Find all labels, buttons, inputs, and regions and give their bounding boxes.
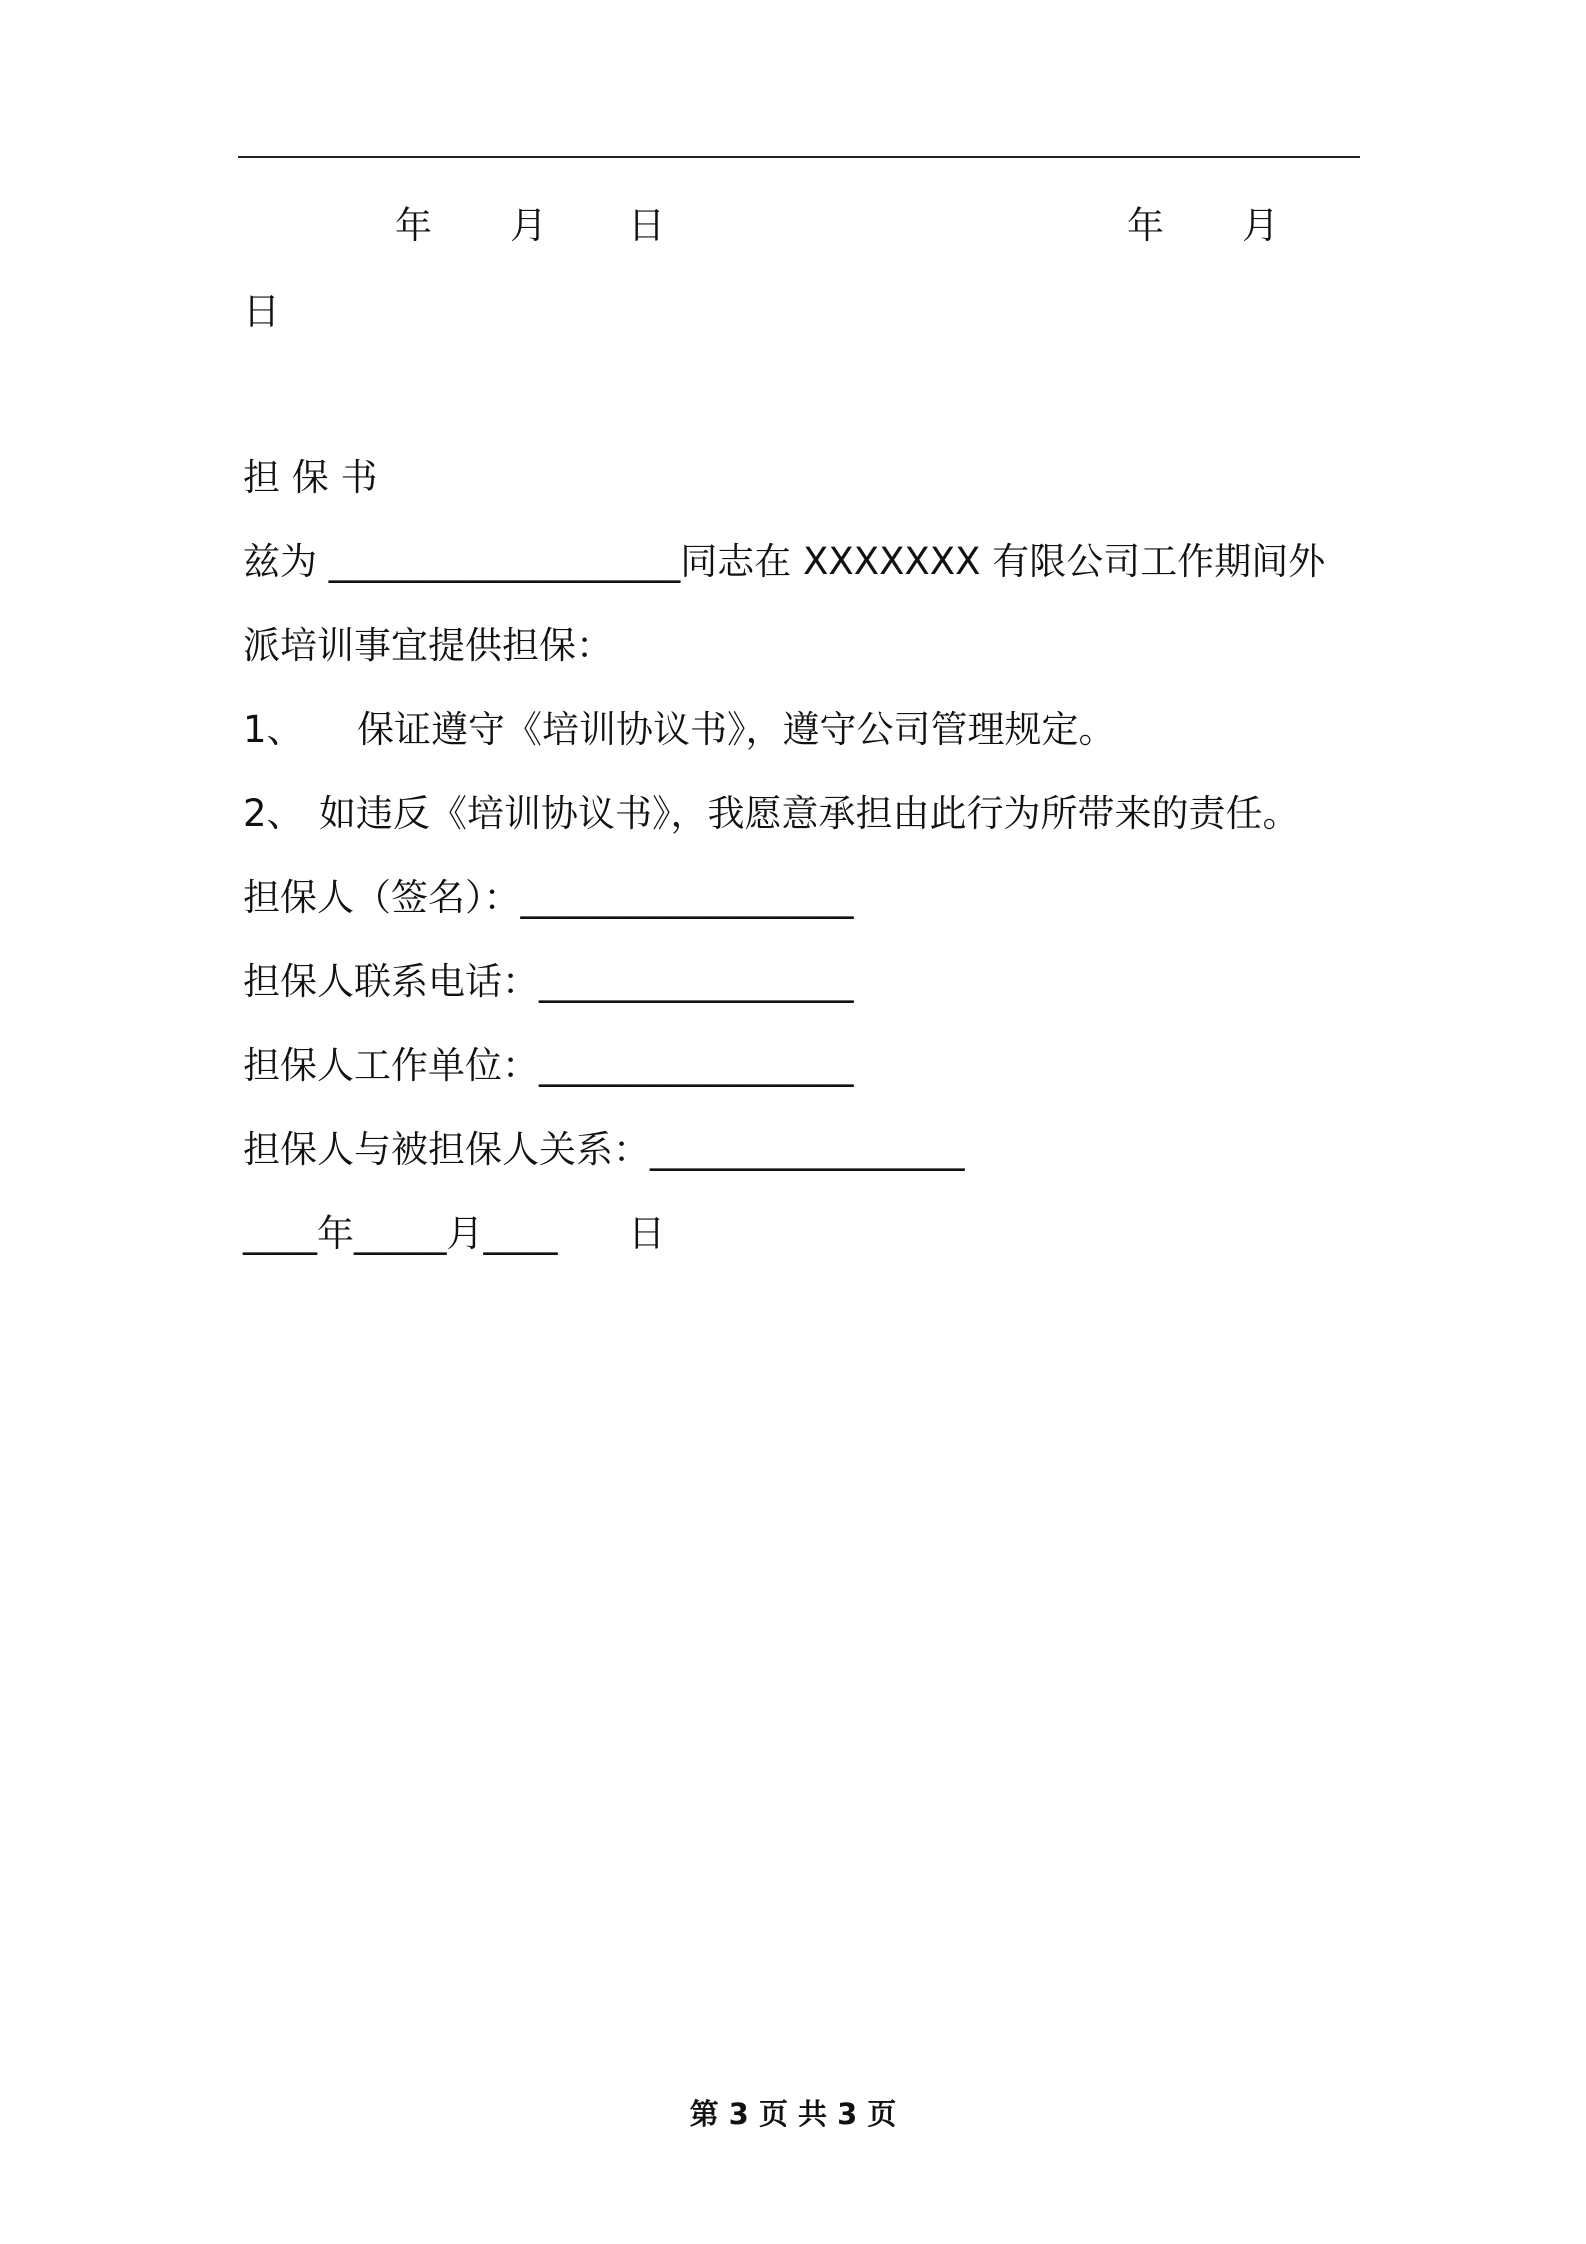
guarantor-workplace-field: 担保人工作单位：_________________ xyxy=(243,1044,854,1087)
item2-text: 如违反《培训协议书》，我愿意承担由此行为所带来的责任。 xyxy=(319,792,1300,835)
date-right-month: 月 xyxy=(1242,204,1279,247)
guarantee-title: 担 保 书 xyxy=(243,456,378,499)
item2-number: 2、 xyxy=(243,792,304,835)
guarantor-relation-field: 担保人与被担保人关系：_________________ xyxy=(243,1128,965,1171)
guarantee-intro-line1: 兹为 ___________________同志在 XXXXXXX 有限公司工作期间外 xyxy=(243,540,1326,583)
item1-text: 保证遵守《培训协议书》，遵守公司管理规定。 xyxy=(357,708,1116,751)
date-right-year: 年 xyxy=(1127,204,1164,247)
date-right-day: 日 xyxy=(243,290,280,333)
date-left-year: 年 xyxy=(395,204,432,247)
guarantee-date-field: ____年_____月____ 日 xyxy=(243,1212,666,1255)
item1-number: 1、 xyxy=(243,708,304,751)
date-left-month: 月 xyxy=(510,204,547,247)
guarantor-phone-field: 担保人联系电话：_________________ xyxy=(243,960,854,1003)
date-left-day: 日 xyxy=(628,204,665,247)
page-number-footer: 第 3 页 共 3 页 xyxy=(689,2097,897,2131)
top-divider-line xyxy=(238,156,1360,158)
guarantor-signature-field: 担保人（签名）：__________________ xyxy=(243,876,854,919)
guarantee-intro-line2: 派培训事宜提供担保： xyxy=(243,624,613,667)
